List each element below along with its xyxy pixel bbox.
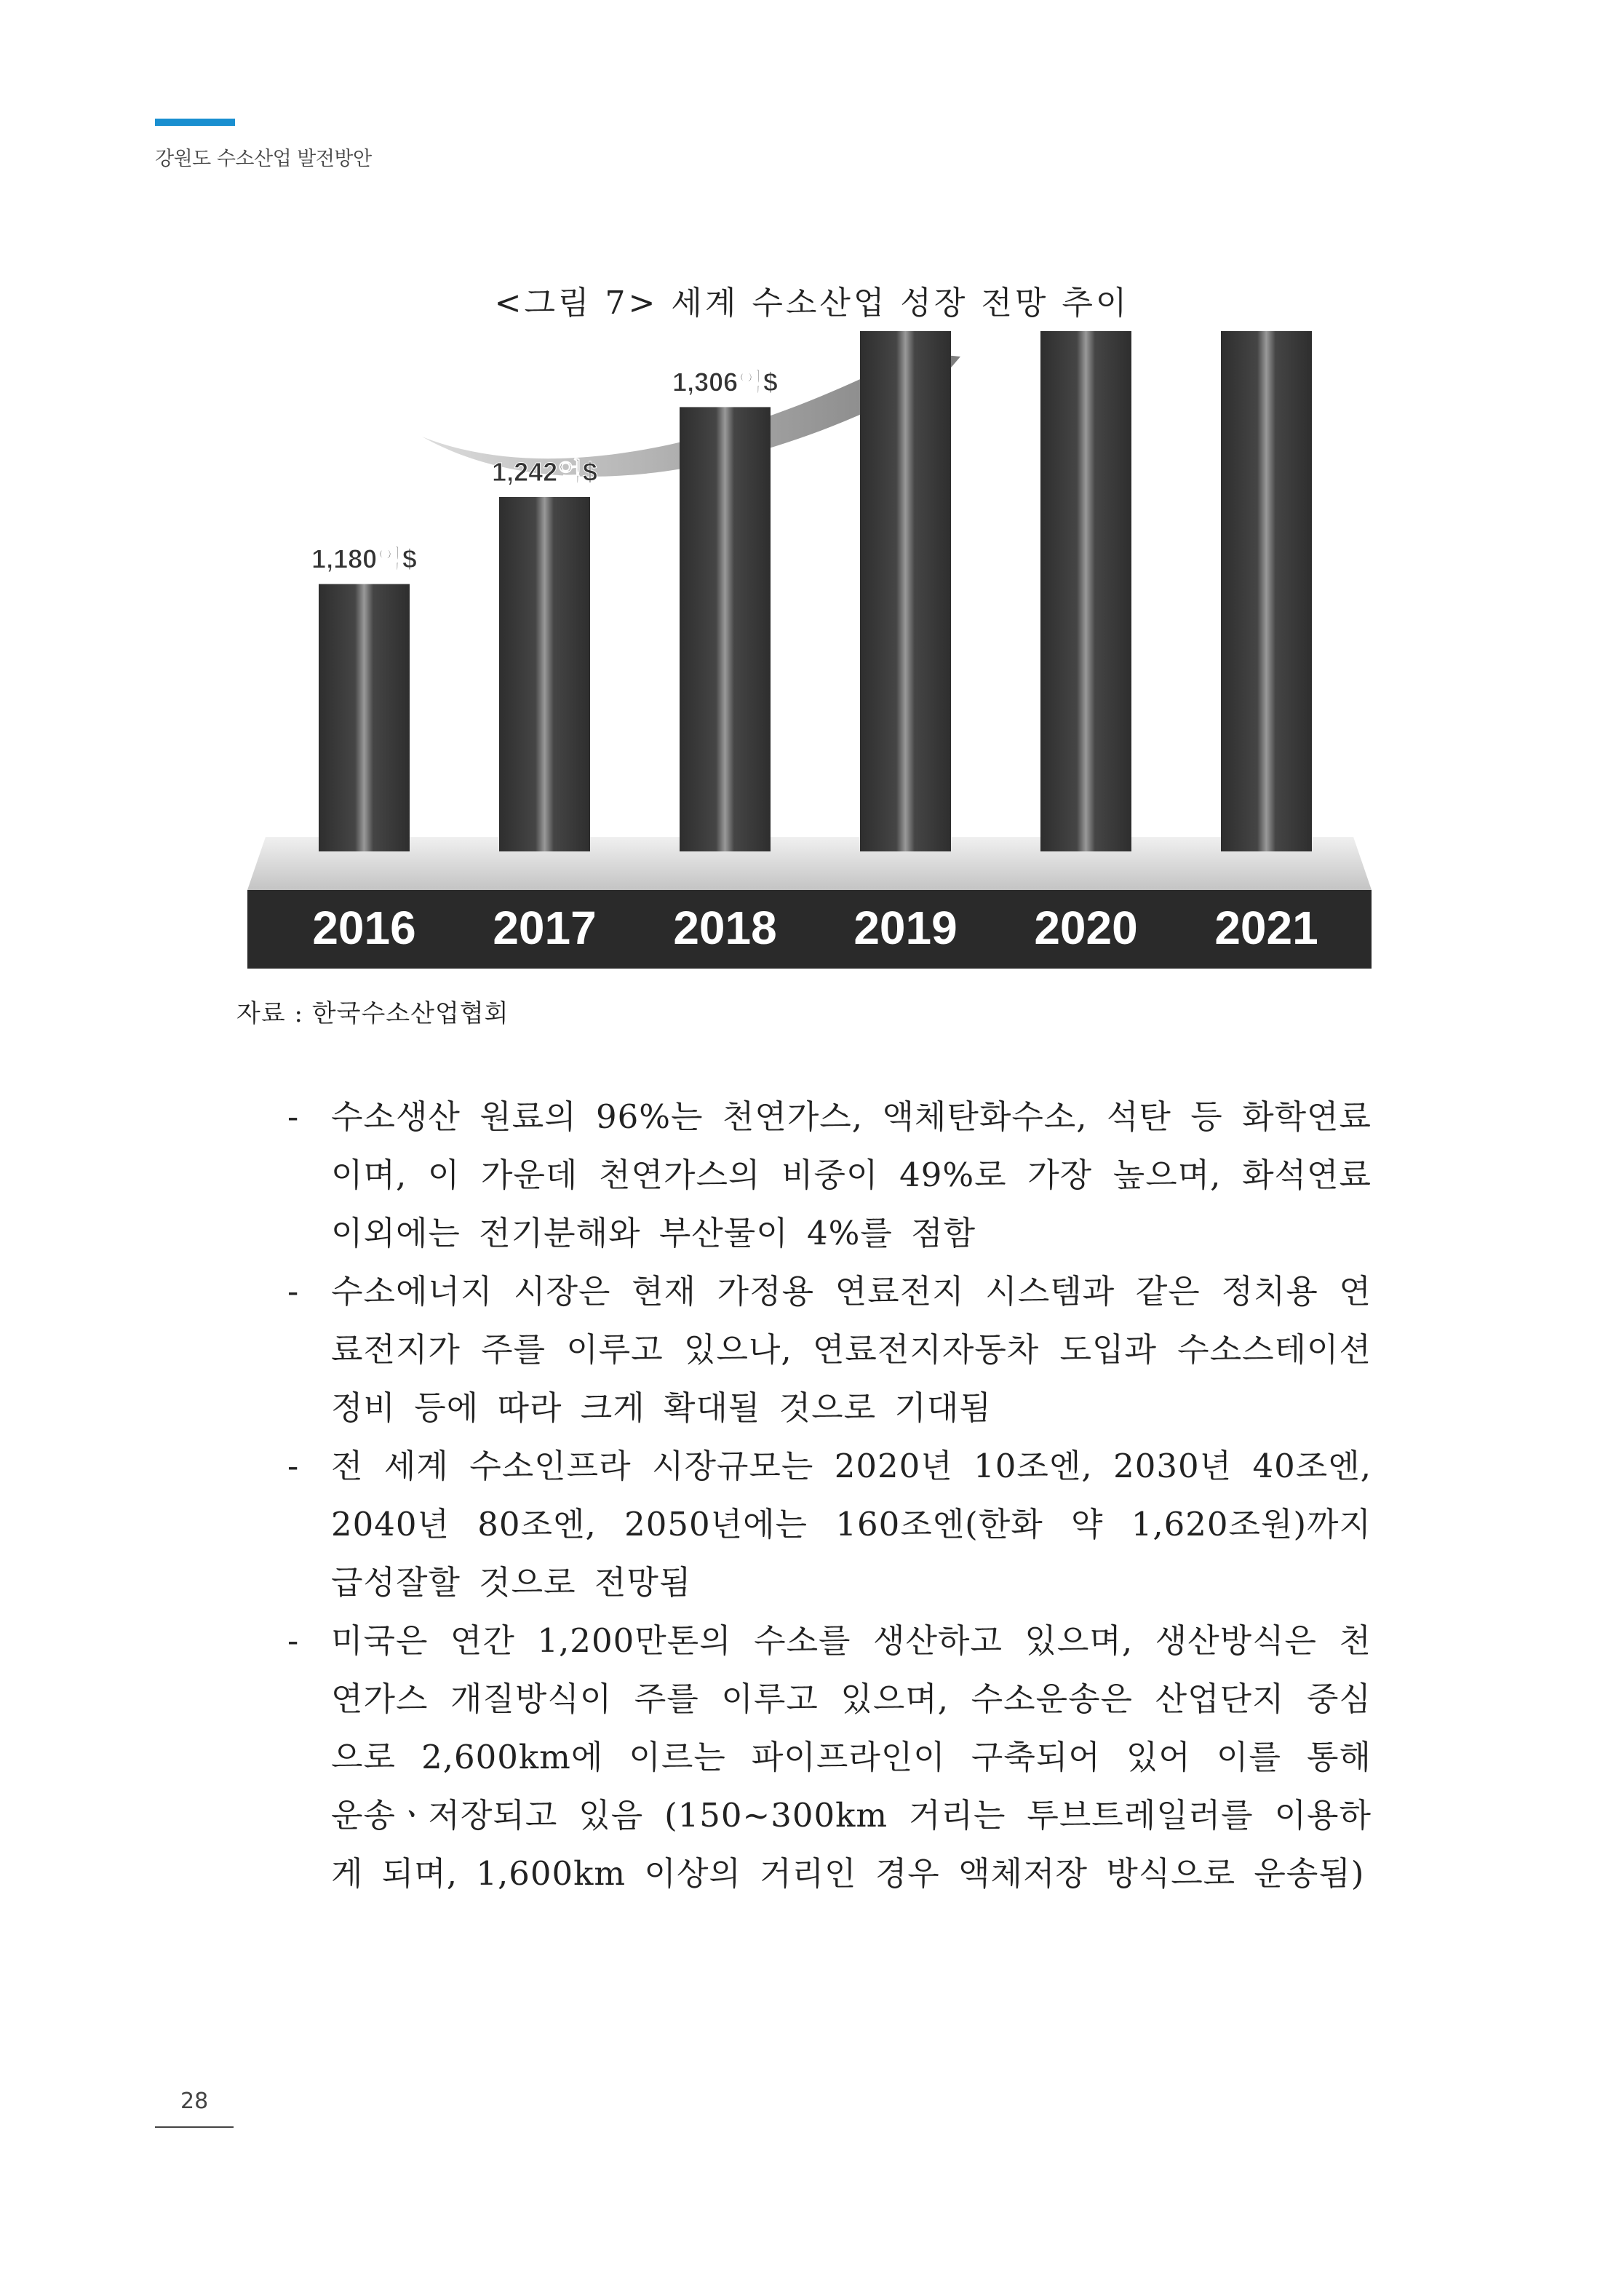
chart-platform-base bbox=[247, 890, 1372, 969]
bullet-text: 수소에너지 시장은 현재 가정용 연료전지 시스템과 같은 정치용 연료전지가 주를 이루고 있으나, 연료전지자동차 도입과 수소스테이션 정비 등에 따라 크게 확대될 것으로 기대됨 bbox=[331, 1272, 1372, 1427]
x-tick-label-2017: 2017 bbox=[493, 902, 597, 954]
bar-chart bbox=[240, 331, 1375, 979]
bullet-marker: - bbox=[287, 1621, 300, 1660]
bullet-text: 전 세계 수소인프라 시장규모는 2020년 10조엔, 2030년 40조엔, 2040년 80조엔, 2050년에는 160조엔(한화 약 1,620조원)까지 급성잘할 것으로 전망됨 bbox=[331, 1447, 1372, 1602]
data-label-2016: 1,180억$ bbox=[311, 544, 417, 574]
bar-2017 bbox=[499, 497, 590, 851]
figure-source: 자료 : 한국수소산업협회 bbox=[236, 999, 509, 1028]
bullet-marker: - bbox=[287, 1097, 300, 1136]
bar-2019 bbox=[860, 331, 951, 851]
bullet-marker: - bbox=[287, 1447, 300, 1485]
chart-platform-top bbox=[247, 837, 1372, 890]
x-tick-label-2020: 2020 bbox=[1034, 902, 1138, 954]
bullet-marker: - bbox=[287, 1272, 300, 1311]
bullet-text: 수소생산 원료의 96%는 천연가스, 액체탄화수소, 석탄 등 화학연료이며, 이 가운데 천연가스의 비중이 49%로 가장 높으며, 화석연료 이외에는 전기분해와 부산물이 4%를 점함 bbox=[331, 1097, 1372, 1252]
bullet-text: 미국은 연간 1,200만톤의 수소를 생산하고 있으며, 생산방식은 천연가스 개질방식이 주를 이루고 있으며, 수소운송은 산업단지 중심으로 2,600km에 이르는 파이프라인이 구축되어 있어 이를 통해 운송ㆍ저장되고 있음 (150~300km 거리는 투브트레일러를 이용하게 되며, 1,600km 이상의 거리인 경우 액체저장 방식으로 운송됨) bbox=[331, 1621, 1372, 1893]
bar-2016 bbox=[319, 584, 410, 851]
page-number: 28 bbox=[180, 2089, 209, 2114]
x-tick-label-2021: 2021 bbox=[1214, 902, 1318, 954]
bullet-item bbox=[287, 1612, 1372, 1903]
x-tick-label-2016: 2016 bbox=[312, 902, 416, 954]
data-label-2017: 1,242억$ bbox=[492, 456, 597, 487]
running-header: 강원도 수소산업 발전방안 bbox=[155, 148, 372, 170]
header-accent-bar bbox=[155, 119, 235, 126]
bullet-item bbox=[287, 1088, 1372, 1263]
data-label-2018: 1,306억$ bbox=[672, 367, 778, 397]
bar-2018 bbox=[680, 407, 771, 851]
bar-2020 bbox=[1040, 331, 1131, 851]
bar-2021 bbox=[1221, 331, 1312, 851]
bullet-list bbox=[287, 1088, 1372, 1903]
footer-rule bbox=[155, 2126, 234, 2128]
x-tick-label-2018: 2018 bbox=[673, 902, 777, 954]
bullet-item bbox=[287, 1263, 1372, 1437]
bullet-item bbox=[287, 1437, 1372, 1612]
figure-title: <그림 7> 세계 수소산업 성장 전망 추이 bbox=[494, 285, 1130, 322]
x-tick-label-2019: 2019 bbox=[853, 902, 958, 954]
